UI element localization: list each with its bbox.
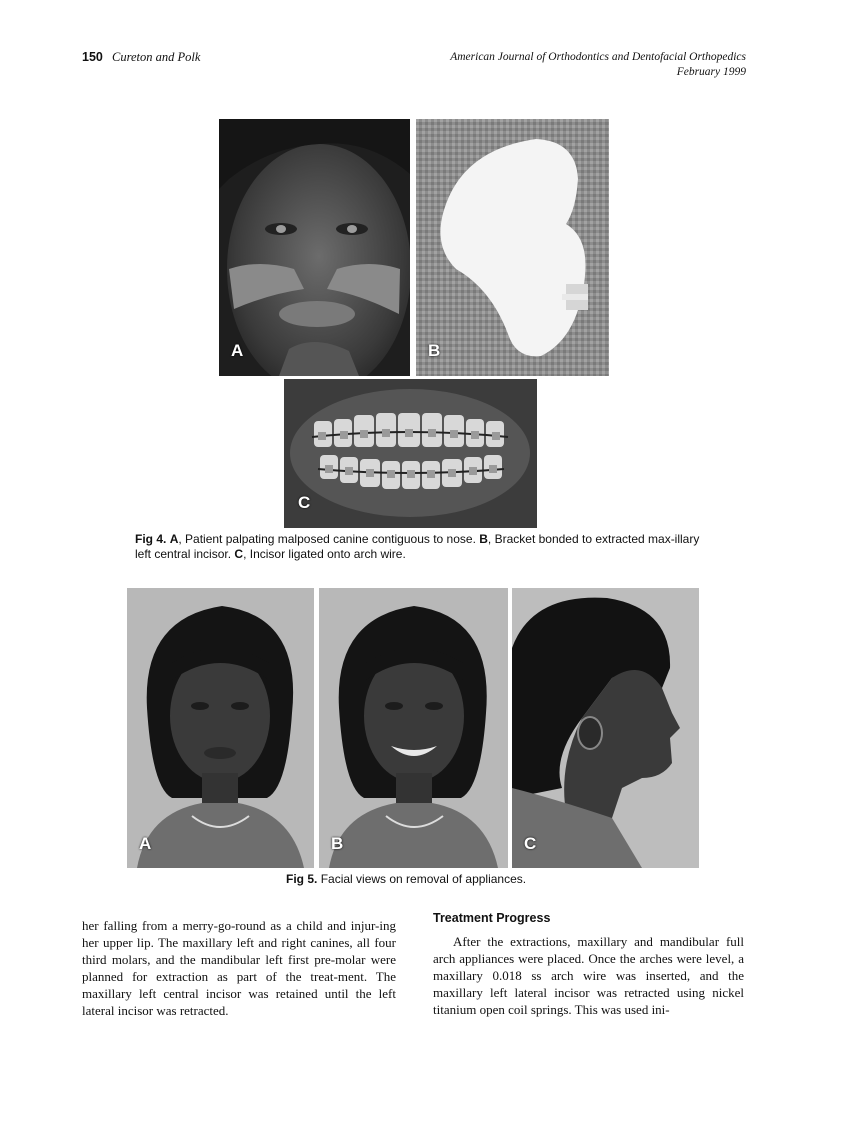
- fig5-panel-label-a: A: [139, 834, 152, 853]
- running-header-left: [82, 50, 200, 65]
- fig5-photo-b: [319, 588, 508, 868]
- fig5-photo-c: [512, 588, 699, 868]
- body-right-column: [433, 910, 744, 1018]
- fig4-panel-label-c: C: [298, 493, 311, 512]
- fig4-photo-b-image: [416, 119, 609, 376]
- fig4-photo-c-image: [284, 379, 537, 528]
- section-heading: Treatment Progress: [433, 911, 551, 925]
- page-number: 150: [82, 50, 103, 64]
- body-left-column: [82, 917, 396, 1019]
- fig4-panel-label-a: A: [231, 341, 244, 360]
- fig4-caption-c: C: [234, 547, 244, 561]
- fig5-caption-text: Facial views on removal of appliances.: [320, 872, 527, 886]
- fig4-caption-b-text: , Bracket bonded to extracted max-illary left central incisor.: [135, 532, 700, 561]
- fig4-photo-c: [284, 379, 537, 528]
- fig5-panel-label-b: B: [331, 834, 344, 853]
- fig4-panel-label-b: B: [428, 341, 441, 360]
- issue-date: February 1999: [676, 66, 746, 78]
- running-header-right: [450, 50, 746, 80]
- fig5-photo-c-image: [512, 588, 699, 868]
- fig5-caption: [286, 872, 606, 887]
- body-right-paragraph: After the extractions, maxillary and mandibular full arch appliances were placed. Once the arches were level, a maxillary 0.018 ss arch wire was inserted, and the maxillary left lateral incisor was retracted using nickel titanium open coil springs. This was used ini-: [433, 934, 744, 1017]
- fig4-caption-label: Fig 4.: [135, 532, 167, 546]
- fig5-caption-label: Fig 5.: [286, 872, 318, 886]
- fig5-photo-a-image: [127, 588, 314, 868]
- fig4-photo-a: [219, 119, 410, 376]
- fig5-photo-b-image: [319, 588, 508, 868]
- running-header-authors: Cureton and Polk: [111, 50, 201, 64]
- fig4-caption-b: B: [479, 532, 488, 546]
- body-left-paragraph: her falling from a merry-go-round as a child and injur-ing her upper lip. The maxillary left and right canines, all four third molars, and the mandibular left first pre-molar were planned for extraction as part of the treat-ment. The maxillary left central incisor was retained until the left lateral incisor was retracted.: [82, 918, 396, 1018]
- fig4-caption-c-text: , Incisor ligated onto arch wire.: [243, 547, 406, 561]
- fig4-caption-a-text: , Patient palpating malposed canine contiguous to nose.: [178, 532, 476, 546]
- fig4-photo-a-image: [219, 119, 410, 376]
- fig4-caption-a: A: [169, 532, 179, 546]
- fig4-caption: [135, 532, 700, 562]
- fig5-panel-label-c: C: [524, 834, 537, 853]
- journal-title: American Journal of Orthodontics and Dentofacial Orthopedics: [450, 51, 746, 63]
- fig4-photo-b: [416, 119, 609, 376]
- fig5-photo-a: [127, 588, 314, 868]
